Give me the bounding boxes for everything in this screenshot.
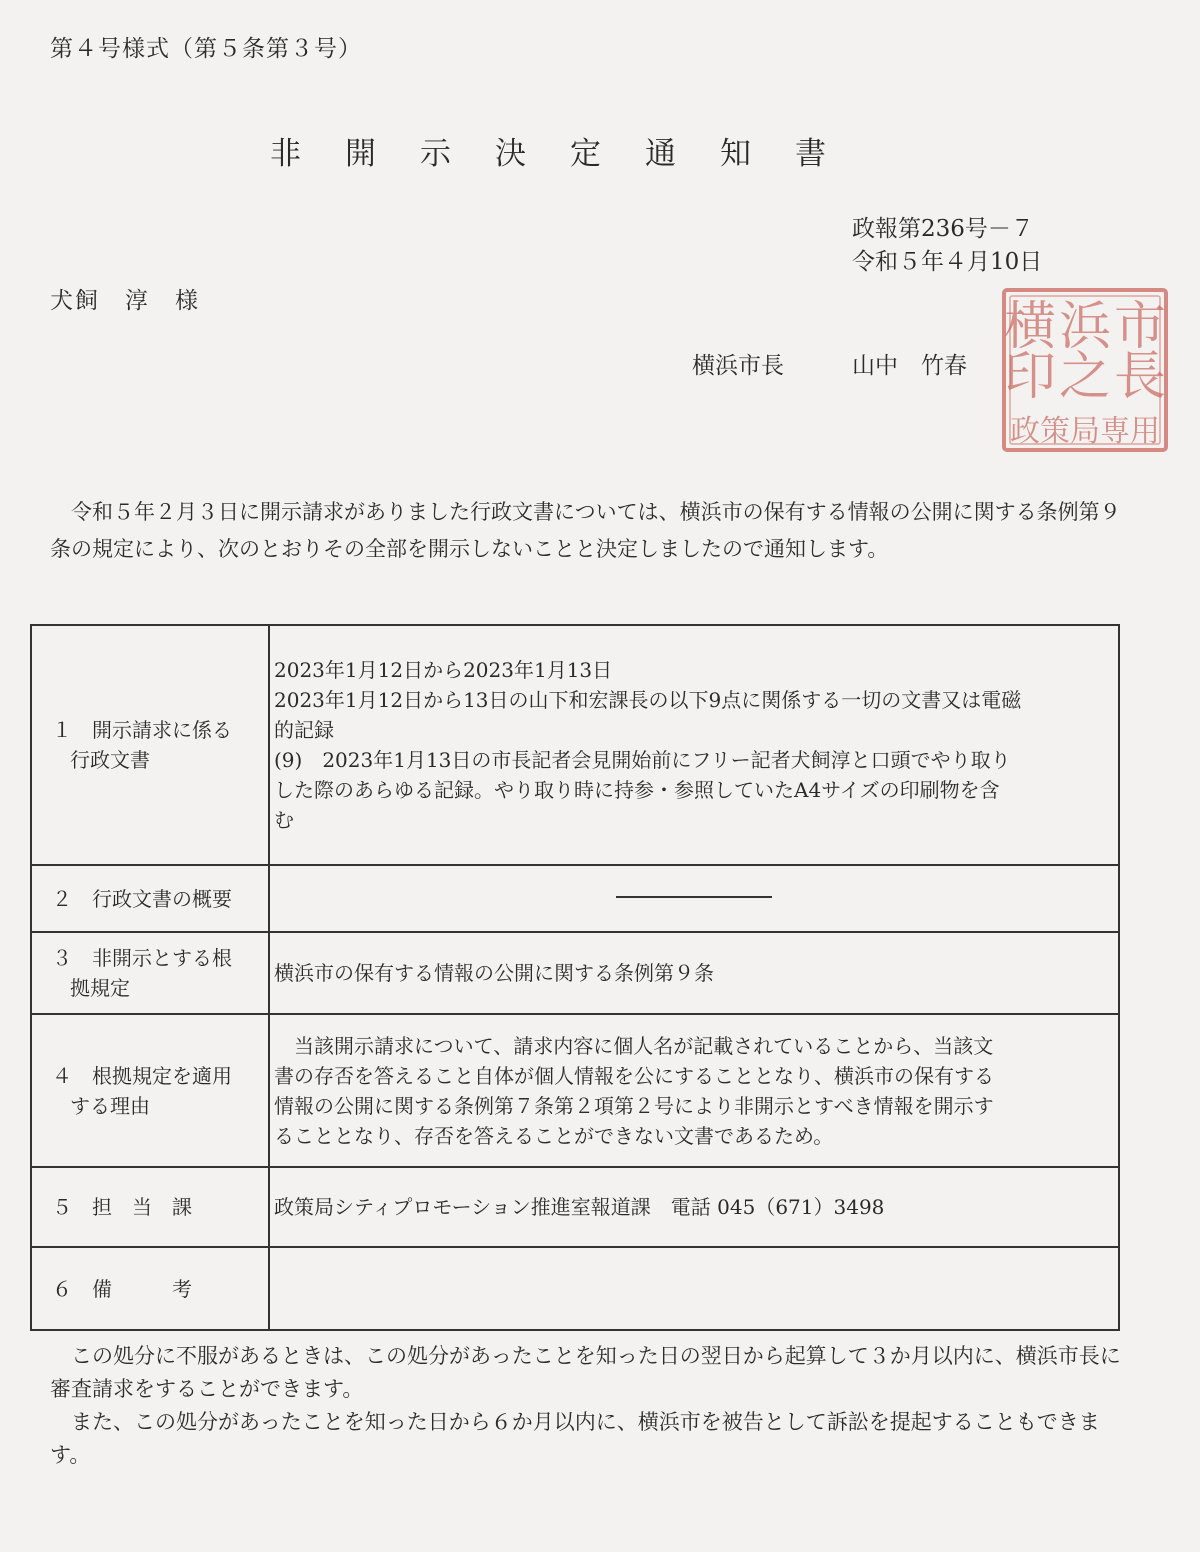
row-label: 備 考 [92, 1276, 192, 1301]
seal-glyph: 浜 [1058, 297, 1112, 357]
row-value-text: 横浜市の保有する情報の公開に関する条例第９条 [274, 961, 714, 985]
value-line: ることとなり、存否を答えることができない文書であるため。 [274, 1123, 834, 1148]
row-value [269, 1167, 1119, 1247]
note-text: また、この処分があったことを知った日から６か月以内に、横浜市を被告として訴訟を提起することもできます。 [50, 1410, 1100, 1467]
row-label-cont: する理由 [70, 1093, 150, 1118]
value-line: 的記録 [274, 718, 334, 742]
decision-table [30, 624, 1120, 1331]
row-number: ２ [52, 886, 72, 911]
row-value [269, 625, 1119, 865]
issuer-name: 山中 竹春 [852, 353, 967, 379]
table-row [31, 1014, 1119, 1167]
value-line: した際のあらゆる記録。やり取り時に持参・参照していたA4サイズの印刷物を含 [274, 778, 1000, 802]
row-header [31, 1167, 269, 1247]
document-title: 非開示決定通知書 [270, 136, 870, 172]
row-number: １ [52, 718, 72, 742]
row-header [31, 932, 269, 1014]
reference-number: 政報第236号－７ [852, 216, 1034, 242]
table-row [31, 1167, 1119, 1247]
row-label: 開示請求に係る [92, 718, 232, 742]
row-header [31, 625, 269, 865]
value-line: 2023年1月12日から13日の山下和宏課長の以下9点に関係する一切の文書又は電磁 [274, 688, 1022, 712]
row-label: 非開示とする根 [92, 946, 232, 970]
table-row [31, 1247, 1119, 1330]
seal-glyph: 横 [1003, 297, 1057, 357]
intro-paragraph [50, 494, 1130, 568]
seal-glyph: 市 [1113, 297, 1167, 357]
row-label: 担 当 課 [92, 1195, 192, 1219]
row-number: ５ [52, 1195, 72, 1219]
row-number: ４ [52, 1063, 72, 1088]
seal-glyph: 長 [1113, 347, 1167, 407]
row-header [31, 1247, 269, 1330]
table-row [31, 625, 1119, 865]
value-line: 情報の公開に関する条例第７条第２項第２号により非開示とすべき情報を開示す [274, 1093, 994, 1118]
note-paragraph [50, 1340, 1130, 1406]
blank-dash [616, 896, 772, 898]
row-value [269, 1247, 1119, 1330]
row-value [269, 932, 1119, 1014]
issue-date: 令和５年４月10日 [852, 249, 1043, 275]
svg-text:政策局専用: 政策局専用 [1010, 414, 1160, 449]
value-line: 2023年1月12日から2023年1月13日 [274, 658, 613, 682]
row-number: ６ [52, 1276, 72, 1301]
value-line: (9) 2023年1月13日の市長記者会見開始前にフリー記者犬飼淳と口頭でやり取り [274, 748, 1011, 772]
table-row [31, 932, 1119, 1014]
row-header [31, 865, 269, 932]
intro-text: 令和５年２月３日に開示請求がありました行政文書については、横浜市の保有する情報の公開に関する条例第９条の規定により、次のとおりその全部を開示しないことと決定しましたので通知します。 [50, 500, 1121, 561]
row-header [31, 1014, 269, 1167]
seal-glyph: 印 [1003, 347, 1057, 407]
notes-section [50, 1340, 1130, 1472]
official-seal-stamp [1000, 286, 1170, 454]
value-line: 当該開示請求について、請求内容に個人名が記載されていることから、当該文 [274, 1033, 994, 1058]
row-label: 根拠規定を適用 [92, 1063, 232, 1088]
seal-glyph: 之 [1058, 347, 1112, 407]
note-text: この処分に不服があるときは、この処分があったことを知った日の翌日から起算して３か月以内に、横浜市長に審査請求をすることができます。 [50, 1344, 1121, 1401]
row-value-text: 政策局シティプロモーション推進室報道課 電話 045（671）3498 [274, 1195, 885, 1219]
table-row [31, 865, 1119, 932]
form-number: 第４号様式（第５条第３号） [50, 36, 362, 62]
row-value [269, 865, 1119, 932]
row-label-cont: 拠規定 [70, 976, 130, 1000]
row-label-cont: 行政文書 [70, 748, 150, 772]
issuer-title: 横浜市長 [692, 353, 784, 379]
value-line: 書の存否を答えること自体が個人情報を公にすることとなり、横浜市の保有する [274, 1063, 994, 1088]
row-number: ３ [52, 946, 72, 970]
recipient-name: 犬飼 淳 様 [50, 288, 200, 314]
note-paragraph [50, 1406, 1130, 1472]
row-value [269, 1014, 1119, 1167]
row-label: 行政文書の概要 [92, 886, 232, 911]
value-line: む [274, 808, 294, 832]
